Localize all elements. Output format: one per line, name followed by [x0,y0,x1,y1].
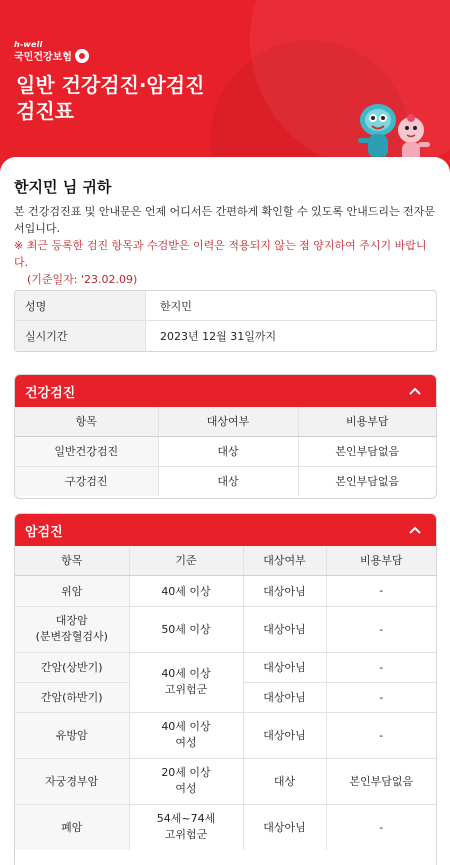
heart-logo-icon [75,49,89,63]
header-banner [0,0,450,175]
item-cell: 구강검진 [15,466,158,496]
criteria-cell: 54세~74세 고위험군 [129,804,243,850]
info-row-name [15,291,436,321]
criteria-cell: 40세 이상 여성 [129,712,243,758]
period-label: 실시기간 [15,321,146,351]
criteria-cell: 20세 이상 여성 [129,758,243,804]
info-row-period [15,321,436,351]
health-check-section [14,374,437,499]
cost-cell: - [326,606,436,652]
page-title-line2: 검진표 [16,99,74,123]
item-cell: 간암(상반기) [15,652,129,682]
criteria-cell: 50세 이상 [129,606,243,652]
health-check-header[interactable] [15,375,436,407]
column-header: 대상여부 [243,546,326,575]
notice-text: ※ 최근 등록한 검진 항목과 수검받은 이력은 적용되지 않는 점 양지하여 주시기 바랍니다. [14,239,427,269]
health-check-table [15,407,436,496]
column-header: 비용부담 [326,546,436,575]
item-cell: 일반건강검진 [15,436,158,466]
column-header: 기준 [129,546,243,575]
table-row [15,606,436,652]
target-cell: 대상아님 [243,652,326,682]
notice-date: (기준일자: '23.02.09) [27,273,138,286]
cost-cell: 본인부담없음 [326,758,436,804]
item-cell: 폐암 [15,804,129,850]
name-label: 성명 [15,291,146,320]
column-header: 대상여부 [158,407,298,436]
chevron-up-icon[interactable] [406,521,424,539]
cancer-screening-header[interactable] [15,514,436,546]
cancer-screening-table [15,546,436,850]
logo-tagline: h-well [14,40,43,49]
criteria-cell: 40세 이상 고위험군 [129,652,243,712]
table-row [15,804,436,850]
page-title-line1: 일반 건강검진·암검진 [16,73,205,97]
target-cell: 대상 [158,466,298,496]
target-cell: 대상아님 [243,712,326,758]
info-box [14,290,437,352]
column-header: 항목 [15,407,158,436]
cost-cell: 본인부담없음 [335,475,400,489]
target-cell: 대상아님 [243,682,326,712]
cost-cell: - [326,682,436,712]
target-cell: 대상아님 [243,804,326,850]
cancer-screening-title: 암검진 [25,524,63,540]
table-row [15,436,436,466]
item-cell: 대장암 (분변잠혈검사) [15,606,129,652]
target-cell: 대상아님 [243,606,326,652]
greeting: 한지민 님 귀하 [14,178,112,196]
chevron-up-icon[interactable] [406,382,424,400]
target-cell: 대상아님 [243,575,326,606]
description: 본 건강검진표 및 안내문은 언제 어디서든 간편하게 확인할 수 있도록 안내드리는 전자문서입니다. [14,205,435,235]
target-cell: 대상 [243,758,326,804]
item-cell: 자궁경부암 [15,758,129,804]
criteria-cell: 40세 이상 [129,575,243,606]
period-value: 2023년 12월 31일까지 [160,330,277,343]
table-row [15,712,436,758]
table-row [15,466,436,496]
notice [14,237,439,288]
column-header: 비용부담 [298,407,436,436]
item-cell: 간암(하반기) [15,682,129,712]
target-cell: 대상 [158,436,298,466]
table-row [15,758,436,804]
cost-cell: - [326,712,436,758]
page-title [16,72,204,124]
nhis-logo [14,40,89,63]
health-check-title: 건강검진 [25,385,76,401]
item-cell: 유방암 [15,712,129,758]
table-row [15,575,436,606]
logo-name: 국민건강보험 [14,52,72,63]
column-header: 항목 [15,546,129,575]
item-cell: 위암 [15,575,129,606]
cost-cell: 본인부담없음 [298,436,436,466]
cost-cell: - [326,575,436,606]
cost-cell: - [379,820,384,834]
name-value: 한지민 [160,299,192,313]
table-row [15,652,436,682]
cancer-screening-section [14,513,437,865]
cost-cell: - [326,652,436,682]
